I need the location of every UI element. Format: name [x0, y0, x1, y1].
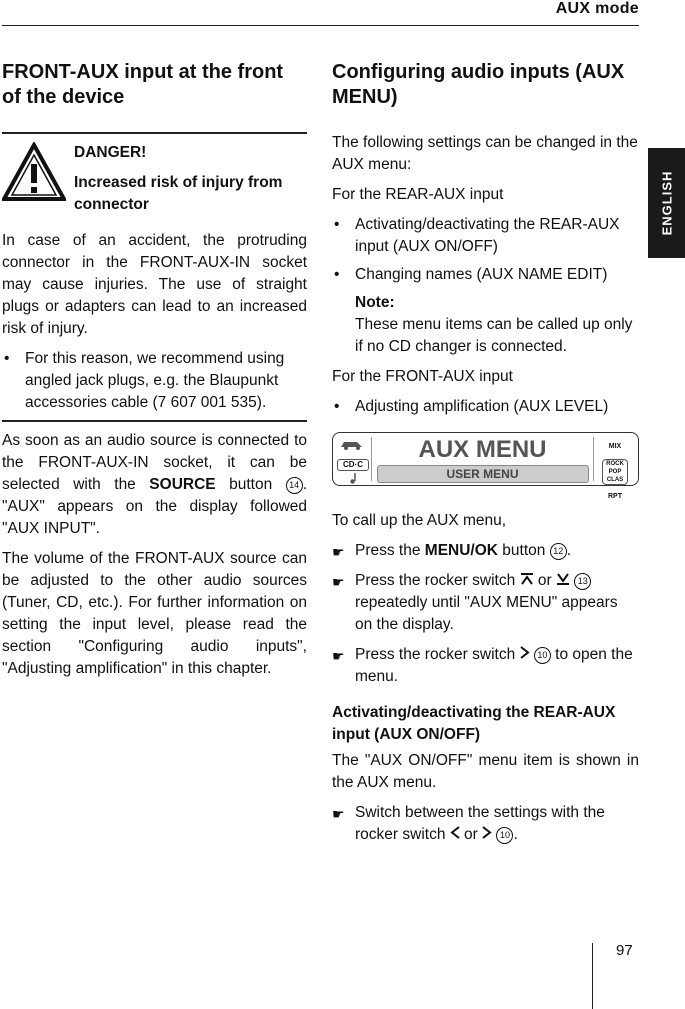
front-aux-heading: FRONT-AUX input at the front of the device	[2, 61, 284, 108]
rocker-left-icon	[450, 826, 460, 839]
display-main	[371, 437, 594, 481]
footer-rule	[592, 943, 593, 1009]
rear-aux-list	[332, 214, 639, 286]
pointing-hand-icon: ☛	[332, 574, 345, 590]
page-number: 97	[616, 942, 633, 959]
note-body: These menu items can be called up only if no CD changer is connected.	[355, 316, 633, 355]
front-aux-label: For the FRONT-AUX input	[332, 368, 513, 385]
rocker-right-icon	[482, 826, 492, 839]
note	[332, 292, 639, 358]
list-item: • Adjusting amplification (AUX LEVEL)	[334, 398, 609, 415]
step-2: ☛ Press the rocker switch or 13 repeatedly until "AUX MENU" appears on the display.	[332, 572, 618, 633]
sub-heading: Activating/deactivating the REAR-AUX input (AUX ON/OFF)	[332, 704, 616, 743]
warning-icon	[2, 142, 66, 202]
display-left-icons	[337, 437, 369, 481]
recommendation-list	[2, 348, 307, 414]
button-number-10: 10	[534, 647, 551, 664]
rear-aux-label: For the REAR-AUX input	[332, 186, 504, 203]
header-rule	[2, 25, 639, 26]
mix-indicator: MIX	[608, 443, 622, 450]
divider	[2, 420, 307, 422]
pointing-hand-icon: ☛	[332, 544, 345, 560]
rocker-down-icon	[556, 573, 570, 585]
language-tab-label: ENGLISH	[659, 170, 674, 236]
front-aux-list	[332, 396, 639, 418]
rocker-right-icon	[520, 646, 530, 659]
pointing-hand-icon: ☛	[332, 806, 345, 822]
right-column	[332, 60, 639, 854]
language-tab	[648, 148, 685, 258]
display-sub-text: USER MENU	[377, 465, 589, 483]
button-number-13: 13	[574, 573, 591, 590]
list-item: • Changing names (AUX NAME EDIT)	[334, 266, 608, 283]
danger-subtitle: Increased risk of injury from connector	[74, 174, 283, 213]
danger-title: DANGER!	[74, 144, 147, 161]
cd-changer-label: CD·C	[337, 459, 369, 471]
note-title: Note:	[355, 294, 395, 311]
list-item: • Activating/deactivating the REAR-AUX input (AUX ON/OFF)	[334, 216, 620, 255]
car-icon	[337, 438, 367, 450]
step-4: ☛ Switch between the settings with the rocker switch or 10 .	[332, 804, 605, 843]
pointing-hand-icon: ☛	[332, 648, 345, 664]
display-main-text: AUX MENU	[418, 436, 547, 463]
source-button-label: SOURCE	[149, 476, 216, 493]
left-column	[2, 60, 307, 688]
display-right-indicators	[596, 436, 634, 500]
configuring-heading: Configuring audio inputs (AUX MENU)	[332, 61, 625, 108]
rpt-indicator: RPT	[608, 493, 622, 500]
volume-paragraph: The volume of the FRONT-AUX source can be adjusted to the other audio sources (Tuner, CD, etc.). For further information on setting the input level, please read the section "Configuring audio inputs", "Adjusting amplification" in this chapter.	[2, 550, 307, 677]
list-item: • For this reason, we recommend using angled jack plugs, e.g. the Blaupunkt accessories cable (7 607 001 535).	[4, 350, 285, 411]
danger-body: In case of an accident, the protruding connector in the FRONT-AUX-IN socket may cause injuries. The use of straight plugs or adapters can lead to an increased risk of injury.	[2, 232, 307, 337]
music-note-icon	[337, 472, 367, 484]
menu-ok-label: MENU/OK	[424, 542, 498, 559]
section-title: AUX mode	[555, 0, 639, 17]
step-1: ☛ Press the MENU/OK button 12 .	[332, 540, 639, 562]
radio-display	[332, 432, 639, 500]
menu-item-paragraph: The "AUX ON/OFF" menu item is shown in the AUX menu.	[332, 752, 639, 791]
button-number-12: 12	[550, 543, 567, 560]
intro-text: The following settings can be changed in the AUX menu:	[332, 134, 638, 173]
source-paragraph: As soon as an audio source is connected to the FRONT-AUX-IN socket, it can be selected with the SOURCE button 14 . "AUX" appears on the display followed "AUX INPUT".	[2, 432, 307, 537]
button-number-14: 14	[286, 477, 303, 494]
rocker-up-icon	[520, 573, 534, 585]
eq-indicator: ROCK POP CLAS	[602, 459, 628, 485]
call-up-text: To call up the AUX menu,	[332, 512, 507, 529]
divider	[2, 132, 307, 134]
step-3: ☛ Press the rocker switch 10 to open the menu.	[332, 646, 633, 685]
danger-box	[2, 142, 307, 224]
button-number-10: 10	[496, 827, 513, 844]
